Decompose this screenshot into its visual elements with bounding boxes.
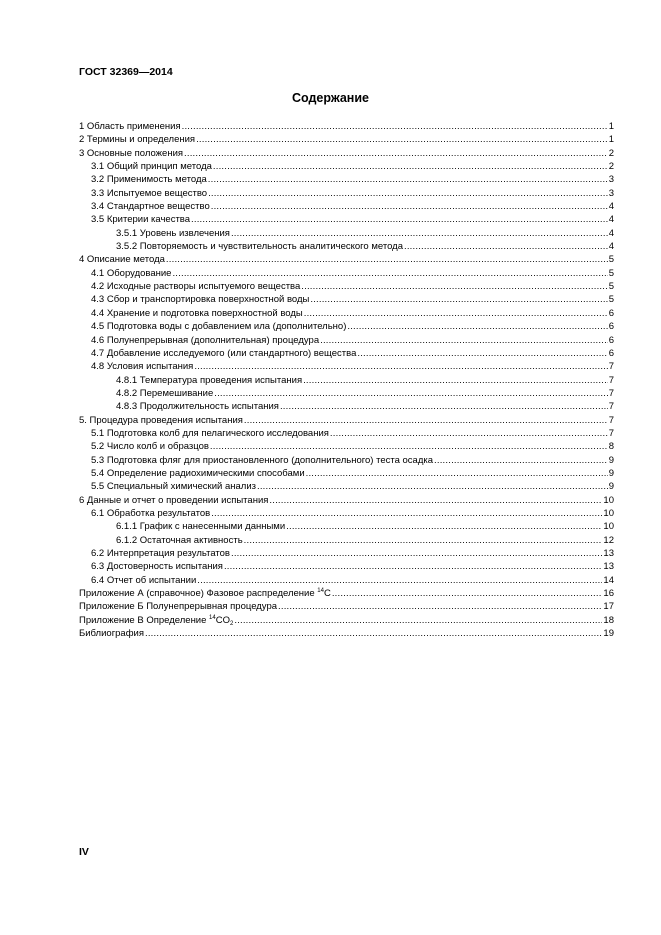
toc-entry-label: 5.1 Подготовка колб для пелагического исследования — [91, 427, 329, 439]
toc-entry-page: 4 — [608, 201, 614, 213]
toc-leader-dots — [330, 427, 608, 440]
toc-leader-dots — [234, 614, 602, 627]
toc-entry-page: 7 — [608, 427, 614, 439]
toc-entry-page: 10 — [603, 494, 614, 506]
toc-entry[interactable] — [79, 187, 614, 200]
toc-title: Содержание — [291, 91, 369, 105]
toc-entry-page: 18 — [603, 614, 614, 626]
toc-entry[interactable] — [79, 574, 614, 587]
toc-leader-dots — [182, 120, 608, 133]
toc-entry[interactable] — [79, 400, 614, 413]
toc-entry-page: 7 — [608, 387, 614, 399]
toc-entry-label: 4.3 Сбор и транспортировка поверхностной воды — [91, 294, 310, 306]
toc-entry-label: 6.3 Достоверность испытания — [91, 561, 223, 573]
toc-entry-label: 4 Описание метода — [79, 254, 165, 266]
toc-entry[interactable] — [79, 454, 614, 467]
toc-leader-dots — [310, 293, 607, 306]
toc-leader-dots — [434, 454, 608, 467]
toc-entry-page: 7 — [608, 361, 614, 373]
toc-entry-label: 5.5 Специальный химический анализ — [91, 481, 256, 493]
toc-leader-dots — [306, 467, 608, 480]
toc-entry-page: 2 — [608, 161, 614, 173]
toc-entry-label: 4.8 Условия испытания — [91, 361, 194, 373]
toc-leader-dots — [145, 627, 602, 640]
toc-leader-dots — [214, 387, 607, 400]
toc-entry-label: 6.1 Обработка результатов — [91, 507, 211, 519]
toc-entry-label: 3.4 Стандартное вещество — [91, 201, 210, 213]
toc-entry-label: 6.1.2 Остаточная активность — [116, 534, 243, 546]
toc-entry-page: 9 — [608, 467, 614, 479]
toc-entry[interactable] — [79, 560, 614, 573]
toc-leader-dots — [184, 147, 608, 160]
toc-entry[interactable] — [79, 173, 614, 186]
toc-entry-page: 2 — [608, 147, 614, 159]
toc-leader-dots — [211, 507, 602, 520]
toc-leader-dots — [231, 547, 602, 560]
toc-leader-dots — [278, 600, 602, 613]
toc-entry-page: 4 — [608, 214, 614, 226]
toc-entry[interactable] — [79, 347, 614, 360]
toc-entry-page: 12 — [603, 534, 614, 546]
toc-entry-label: 4.5 Подготовка воды с добавлением ила (дополнительно) — [91, 321, 347, 333]
toc-entry[interactable] — [79, 440, 614, 453]
toc-entry[interactable] — [79, 547, 614, 560]
toc-entry-label: 6 Данные и отчет о проведении испытания — [79, 494, 269, 506]
toc-entry[interactable] — [79, 147, 614, 160]
toc-entry-page: 5 — [608, 254, 614, 266]
toc-entry[interactable] — [79, 293, 614, 306]
toc-entry-label: 6.2 Интерпретация результатов — [91, 548, 230, 559]
toc-entry-label: 1 Область применения — [79, 121, 181, 132]
toc-entry[interactable] — [79, 427, 614, 440]
toc-entry-label: 4.1 Оборудование — [91, 267, 172, 279]
toc-entry-page: 9 — [608, 481, 614, 493]
toc-entry-label: 3.1 Общий принцип метода — [91, 161, 212, 173]
toc-leader-dots — [231, 227, 608, 240]
toc-entry-label: 6.4 Отчет об испытании — [91, 574, 197, 586]
toc-entry[interactable] — [79, 120, 614, 133]
toc-leader-dots — [213, 160, 608, 173]
toc-entry-page: 4 — [608, 241, 614, 253]
toc-leader-dots — [172, 267, 607, 280]
toc-leader-dots — [166, 253, 608, 266]
toc-entry-page: 5 — [608, 281, 614, 293]
toc-entry[interactable] — [79, 320, 614, 333]
toc-leader-dots — [280, 400, 608, 413]
toc-entry-label: 3.2 Применимость метода — [91, 174, 207, 186]
toc-entry-page: 6 — [608, 347, 614, 359]
toc-entry-label: 4.8.2 Перемешивание — [116, 387, 214, 399]
toc-leader-dots — [303, 374, 608, 387]
toc-entry-page: 14 — [603, 574, 614, 586]
toc-entry-page: 7 — [608, 414, 614, 426]
toc-entry[interactable] — [79, 507, 614, 520]
toc-entry[interactable] — [79, 253, 614, 266]
toc-entry-label: Приложение В Определение $^{14}CO_2$ — [79, 614, 234, 627]
toc-entry-page: 5 — [608, 294, 614, 306]
toc-entry[interactable] — [79, 494, 614, 507]
toc-entry-page: 6 — [608, 307, 614, 319]
toc-entry[interactable] — [79, 520, 614, 533]
toc-entry[interactable] — [79, 280, 614, 293]
toc-entry-label: 5.3 Подготовка фляг для приостановленного (дополнительного) теста осадка — [91, 454, 434, 466]
page-number: IV — [79, 846, 89, 858]
toc-entry-label: 4.2 Исходные растворы испытуемого вещества — [91, 281, 301, 293]
toc-entry[interactable] — [79, 240, 614, 253]
toc-entry-label: Приложение Б Полунепрерывная процедура — [79, 601, 278, 613]
toc-leader-dots — [257, 480, 608, 493]
toc-entry[interactable] — [79, 600, 614, 613]
toc-entry[interactable] — [79, 467, 614, 480]
toc-entry[interactable] — [79, 307, 614, 320]
toc-leader-dots — [194, 360, 607, 373]
toc-entry[interactable] — [79, 587, 614, 600]
toc-leader-dots — [224, 560, 602, 573]
toc-leader-dots — [244, 414, 608, 427]
toc-leader-dots — [269, 494, 602, 507]
toc-entry-page: 6 — [608, 334, 614, 346]
toc-entry-page: 1 — [608, 121, 614, 132]
toc-entry[interactable] — [79, 133, 614, 146]
toc-entry-page: 17 — [603, 601, 614, 613]
toc-entry-label: 4.7 Добавление исследуемого (или стандартного) вещества — [91, 347, 357, 359]
toc-entry-page: 19 — [603, 628, 614, 640]
toc-leader-dots — [211, 200, 608, 213]
toc-leader-dots — [357, 347, 607, 360]
toc-leader-dots — [320, 334, 608, 347]
toc-leader-dots — [197, 574, 602, 587]
toc-entry-page: 13 — [603, 561, 614, 573]
toc-leader-dots — [208, 187, 608, 200]
toc-leader-dots — [196, 133, 608, 146]
toc-entry-page: 13 — [603, 548, 614, 559]
toc-entry-label: 3.5 Критерии качества — [91, 214, 191, 226]
toc-entry-label: 5.2 Число колб и образцов — [91, 441, 209, 453]
toc-entry-page: 8 — [608, 441, 614, 453]
toc-entry-page: 5 — [608, 267, 614, 279]
toc-entry-label: 4.6 Полунепрерывная (дополнительная) процедура — [91, 334, 320, 346]
toc-entry[interactable] — [79, 627, 614, 640]
toc-entry[interactable] — [79, 414, 614, 427]
toc-entry-page: 16 — [603, 588, 614, 600]
toc-leader-dots — [210, 440, 608, 453]
toc-entry[interactable] — [79, 534, 614, 547]
toc-entry-page: 7 — [608, 374, 614, 386]
toc-entry-label: 2 Термины и определения — [79, 134, 196, 146]
toc-leader-dots — [347, 320, 607, 333]
toc-entry[interactable] — [79, 360, 614, 373]
toc-leader-dots — [208, 173, 608, 186]
toc-leader-dots — [332, 587, 603, 600]
toc-leader-dots — [304, 307, 608, 320]
toc-entry[interactable] — [79, 387, 614, 400]
toc-entry[interactable] — [79, 267, 614, 280]
toc-entry[interactable] — [79, 200, 614, 213]
toc-leader-dots — [404, 240, 608, 253]
toc-leader-dots — [244, 534, 603, 547]
toc-entry-page: 7 — [608, 401, 614, 413]
toc-leader-dots — [191, 213, 608, 226]
toc-entry[interactable] — [79, 374, 614, 387]
toc-entry[interactable] — [79, 480, 614, 493]
toc-entry-label: 3 Основные положения — [79, 147, 184, 159]
toc-entry-page: 3 — [608, 187, 614, 199]
toc-entry-label: 5. Процедура проведения испытания — [79, 414, 243, 426]
toc-leader-dots — [286, 520, 602, 533]
toc-entry-page: 1 — [608, 134, 614, 146]
toc-entry-page: 4 — [608, 227, 614, 239]
toc-entry-label: 4.4 Хранение и подготовка поверхностной воды — [91, 307, 303, 319]
toc-entry[interactable] — [79, 160, 614, 173]
toc-entry-page: 6 — [608, 321, 614, 333]
table-of-contents — [79, 120, 614, 640]
toc-leader-dots — [301, 280, 607, 293]
toc-entry-label: 3.3 Испытуемое вещество — [91, 187, 208, 199]
toc-entry-label: Библиография — [79, 628, 144, 640]
toc-entry-label: 4.8.1 Температура проведения испытания — [116, 374, 303, 386]
toc-entry-page: 10 — [603, 521, 614, 533]
toc-entry-label: 4.8.3 Продолжительность испытания — [116, 401, 279, 413]
toc-entry-page: 3 — [608, 174, 614, 186]
toc-entry-label: 3.5.2 Повторяемость и чувствительность аналитического метода — [116, 241, 403, 253]
toc-entry[interactable] — [79, 614, 614, 627]
toc-entry[interactable] — [79, 213, 614, 226]
toc-entry-label: 3.5.1 Уровень извлечения — [116, 227, 230, 239]
document-header: ГОСТ 32369—2014 — [79, 66, 173, 78]
toc-entry-label: 5.4 Определение радиохимическими способами — [91, 467, 305, 479]
toc-entry-page: 9 — [608, 454, 614, 466]
toc-entry[interactable] — [79, 334, 614, 347]
toc-entry-label: 6.1.1 График с нанесенными данными — [116, 521, 286, 533]
toc-entry[interactable] — [79, 227, 614, 240]
toc-entry-page: 10 — [603, 507, 614, 519]
toc-entry-label: Приложение А (справочное) Фазовое распределение $^{14}$C — [79, 588, 331, 600]
